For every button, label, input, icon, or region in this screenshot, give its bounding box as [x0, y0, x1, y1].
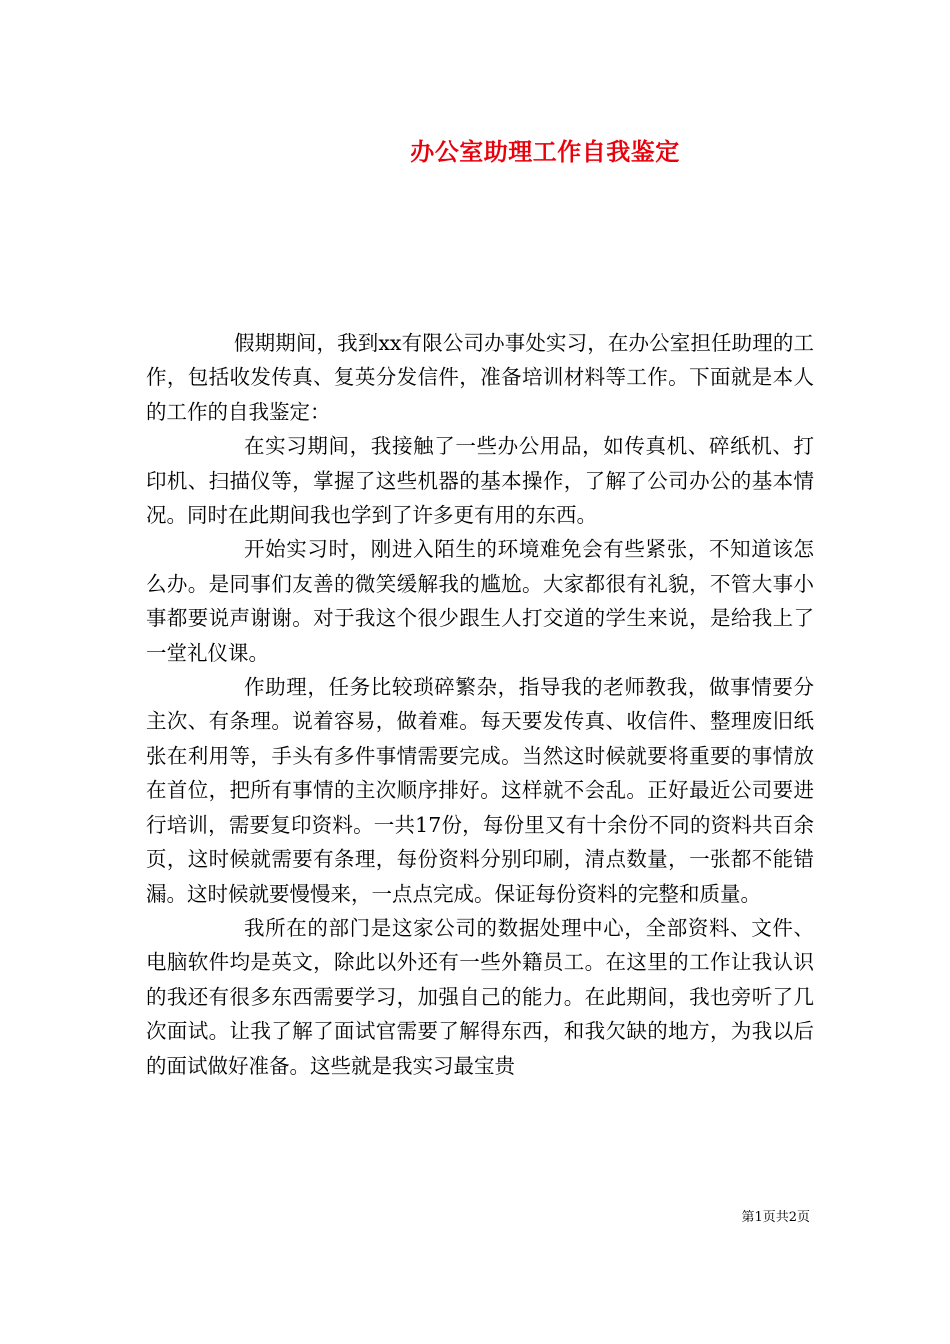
paragraph-department: 我所在的部门是这家公司的数据处理中心，全部资料、文件、电脑软件均是英文，除此以外还有一些外籍员工。在这里的工作让我认识的我还有很多东西需要学习，加强自己的能力。在此期间，我也旁听了几次面试。让我了解了面试官需要了解得东西，和我欠缺的地方，为我以后的面试做好准备。这些就是我实习最宝贵 [146, 915, 814, 1078]
paragraph-assistant-tasks: 作助理，任务比较琐碎繁杂，指导我的老师教我，做事情要分主次、有条理。说着容易，做着难。每天要发传真、收信件、整理废旧纸张在利用等，手头有多件事情需要完成。当然这时候就要将重要的事情放在首位，把所有事情的主次顺序排好。这样就不会乱。正好最近公司要进行培训，需要复印资料。一共17份，每份里又有十余份不同的资料共百余页，这时候就需要有条理，每份资料分别印刷，清点数量，一张都不能错漏。这时候就要慢慢来，一点点完成。保证每份资料的完整和质量。 [146, 675, 814, 906]
paragraph-office-equipment: 在实习期间，我接触了一些办公用品，如传真机、碎纸机、打印机、扫描仪等，掌握了这些机器的基本操作，了解了公司办公的基本情况。同时在此期间我也学到了许多更有用的东西。 [146, 434, 814, 528]
document-title: 办公室助理工作自我鉴定 [410, 137, 680, 166]
paragraph-intro: 假期期间，我到xx有限公司办事处实习，在办公室担任助理的工作，包括收发传真、复英分发信件，准备培训材料等工作。下面就是本人的工作的自我鉴定： [146, 331, 814, 424]
paragraph-etiquette: 开始实习时，刚进入陌生的环境难免会有些紧张，不知道该怎么办。是同事们友善的微笑缓解我的尴尬。大家都很有礼貌，不管大事小事都要说声谢谢。对于我这个很少跟生人打交道的学生来说，是给我上了一堂礼仪课。 [146, 537, 814, 665]
page-number-footer: 第1页共2页 [741, 1210, 810, 1225]
document-body [146, 326, 814, 1083]
